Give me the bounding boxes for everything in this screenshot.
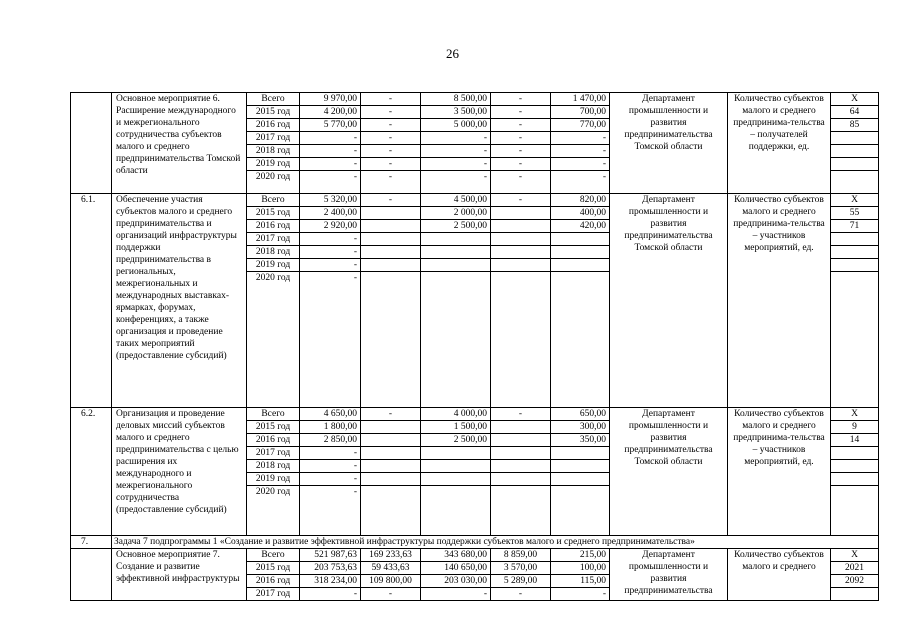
amount-regional-cell: 1 500,00 [421, 421, 491, 434]
period-cell: 2017 год [247, 447, 300, 460]
period-cell: 2018 год [247, 145, 300, 158]
amount-local-cell [491, 421, 551, 434]
amount-federal-cell: - [361, 93, 421, 106]
amount-local-cell [491, 486, 551, 536]
amount-other-cell: 820,00 [551, 194, 610, 207]
indicator-value-cell: X [831, 408, 879, 421]
amount-federal-cell: - [361, 588, 421, 601]
amount-other-cell: 700,00 [551, 106, 610, 119]
amount-other-cell [551, 473, 610, 486]
amount-local-cell [491, 246, 551, 259]
period-cell: 2019 год [247, 473, 300, 486]
amount-other-cell [551, 486, 610, 536]
amount-other-cell: - [551, 145, 610, 158]
period-cell: Всего [247, 549, 300, 562]
period-cell: 2016 год [247, 575, 300, 588]
amount-local-cell: - [491, 171, 551, 194]
amount-regional-cell [421, 246, 491, 259]
amount-other-cell: - [551, 132, 610, 145]
amount-local-cell [491, 220, 551, 233]
period-cell: 2018 год [247, 246, 300, 259]
period-cell: 2016 год [247, 119, 300, 132]
amount-federal-cell [361, 259, 421, 272]
amount-total-cell: 5 770,00 [300, 119, 361, 132]
row-number: 6.1. [71, 194, 112, 408]
indicator-value-cell [831, 233, 879, 246]
amount-federal-cell: - [361, 106, 421, 119]
amount-local-cell: 8 859,00 [491, 549, 551, 562]
amount-other-cell: 100,00 [551, 562, 610, 575]
amount-regional-cell: - [421, 132, 491, 145]
program-table [70, 92, 879, 601]
indicator-value-cell: 2092 [831, 575, 879, 588]
period-cell: 2016 год [247, 220, 300, 233]
amount-total-cell: - [300, 460, 361, 473]
amount-federal-cell [361, 272, 421, 408]
amount-total-cell: - [300, 447, 361, 460]
amount-federal-cell: - [361, 194, 421, 207]
table-row [71, 194, 879, 207]
amount-other-cell [551, 447, 610, 460]
amount-other-cell: 1 470,00 [551, 93, 610, 106]
indicator-value-cell [831, 158, 879, 171]
period-cell: 2015 год [247, 562, 300, 575]
amount-federal-cell [361, 207, 421, 220]
amount-local-cell: - [491, 408, 551, 421]
amount-total-cell: 203 753,63 [300, 562, 361, 575]
amount-regional-cell: 203 030,00 [421, 575, 491, 588]
amount-regional-cell [421, 272, 491, 408]
amount-regional-cell: 5 000,00 [421, 119, 491, 132]
amount-local-cell [491, 207, 551, 220]
period-cell: Всего [247, 194, 300, 207]
amount-total-cell: 4 200,00 [300, 106, 361, 119]
executor-cell: Департамент промышленности и развития предпринимательства Томской области [610, 408, 728, 536]
task-row [71, 536, 879, 549]
amount-federal-cell [361, 460, 421, 473]
amount-federal-cell: 109 800,00 [361, 575, 421, 588]
amount-total-cell: 2 920,00 [300, 220, 361, 233]
amount-other-cell [551, 259, 610, 272]
amount-federal-cell [361, 473, 421, 486]
activity-name: Основное мероприятие 6. Расширение международного и межрегионального сотрудничества субъектов малого и среднего предпринимательства Томской области [112, 93, 247, 194]
indicator-value-cell: X [831, 194, 879, 207]
table-row [71, 408, 879, 421]
indicator-value-cell: 2021 [831, 562, 879, 575]
amount-total-cell: 2 850,00 [300, 434, 361, 447]
amount-federal-cell [361, 434, 421, 447]
amount-federal-cell: 59 433,63 [361, 562, 421, 575]
amount-regional-cell: - [421, 145, 491, 158]
amount-regional-cell: 4 500,00 [421, 194, 491, 207]
amount-regional-cell: 2 500,00 [421, 220, 491, 233]
amount-local-cell [491, 447, 551, 460]
period-cell: 2019 год [247, 259, 300, 272]
amount-total-cell: 9 970,00 [300, 93, 361, 106]
amount-federal-cell [361, 486, 421, 536]
indicator-value-cell: 9 [831, 421, 879, 434]
indicator-value-cell [831, 132, 879, 145]
amount-total-cell: - [300, 259, 361, 272]
amount-total-cell: - [300, 272, 361, 408]
amount-other-cell: 770,00 [551, 119, 610, 132]
indicator-value-cell: 71 [831, 220, 879, 233]
amount-regional-cell: 3 500,00 [421, 106, 491, 119]
amount-federal-cell: - [361, 171, 421, 194]
indicator-value-cell [831, 486, 879, 536]
amount-regional-cell: 8 500,00 [421, 93, 491, 106]
amount-regional-cell [421, 460, 491, 473]
amount-federal-cell [361, 447, 421, 460]
amount-total-cell: 318 234,00 [300, 575, 361, 588]
amount-local-cell [491, 233, 551, 246]
amount-local-cell [491, 473, 551, 486]
indicator-value-cell [831, 259, 879, 272]
amount-total-cell: 4 650,00 [300, 408, 361, 421]
indicator-value-cell [831, 447, 879, 460]
task-number: 7. [71, 536, 112, 549]
indicator-value-cell: X [831, 93, 879, 106]
activity-name: Организация и проведение деловых миссий субъектов малого и среднего предпринимательства с целью расширения их международного и межрегионального сотрудничества (предоставление субсидий) [112, 408, 247, 536]
period-cell: 2017 год [247, 233, 300, 246]
amount-total-cell: - [300, 473, 361, 486]
indicator-value-cell [831, 272, 879, 408]
amount-local-cell: - [491, 158, 551, 171]
activity-name: Обеспечение участия субъектов малого и среднего предпринимательства и организаций инфраструктуры поддержки предпринимательства в региональных, межрегиональных и международных выставках-ярмарках, форумах, конференциях, а также организация и проведение таких мероприятий (предоставление субсидий) [112, 194, 247, 408]
amount-regional-cell: - [421, 588, 491, 601]
period-cell: 2015 год [247, 421, 300, 434]
amount-federal-cell [361, 233, 421, 246]
row-number: 6.2. [71, 408, 112, 536]
amount-total-cell: 5 320,00 [300, 194, 361, 207]
amount-regional-cell [421, 233, 491, 246]
amount-total-cell: - [300, 486, 361, 536]
amount-regional-cell: - [421, 158, 491, 171]
amount-local-cell: - [491, 119, 551, 132]
executor-cell: Департамент промышленности и развития предпринимательства Томской области [610, 194, 728, 408]
amount-regional-cell [421, 259, 491, 272]
amount-other-cell: - [551, 588, 610, 601]
amount-local-cell: - [491, 93, 551, 106]
table-row [71, 549, 879, 562]
period-cell: 2015 год [247, 106, 300, 119]
amount-local-cell [491, 272, 551, 408]
amount-other-cell: - [551, 171, 610, 194]
indicator-value-cell: 64 [831, 106, 879, 119]
period-cell: 2015 год [247, 207, 300, 220]
amount-federal-cell [361, 421, 421, 434]
amount-local-cell [491, 460, 551, 473]
amount-regional-cell [421, 486, 491, 536]
executor-cell: Департамент промышленности и развития предпринимательства Томской области [610, 93, 728, 194]
amount-federal-cell: 169 233,63 [361, 549, 421, 562]
amount-local-cell: - [491, 106, 551, 119]
amount-total-cell: - [300, 233, 361, 246]
row-number [71, 549, 112, 601]
activity-name: Основное мероприятие 7. Создание и развитие эффективной инфраструктуры [112, 549, 247, 601]
amount-local-cell: - [491, 132, 551, 145]
amount-federal-cell: - [361, 132, 421, 145]
amount-regional-cell [421, 447, 491, 460]
amount-federal-cell [361, 246, 421, 259]
period-cell: 2017 год [247, 588, 300, 601]
amount-regional-cell: 2 000,00 [421, 207, 491, 220]
amount-federal-cell: - [361, 145, 421, 158]
period-cell: 2020 год [247, 486, 300, 536]
indicator-value-cell [831, 588, 879, 601]
amount-regional-cell: 343 680,00 [421, 549, 491, 562]
amount-federal-cell [361, 220, 421, 233]
amount-total-cell: 2 400,00 [300, 207, 361, 220]
indicator-value-cell [831, 460, 879, 473]
period-cell: 2017 год [247, 132, 300, 145]
amount-regional-cell: - [421, 171, 491, 194]
amount-local-cell [491, 259, 551, 272]
amount-total-cell: - [300, 171, 361, 194]
amount-total-cell: - [300, 588, 361, 601]
indicator-value-cell [831, 145, 879, 158]
amount-other-cell [551, 272, 610, 408]
period-cell: 2016 год [247, 434, 300, 447]
amount-total-cell: - [300, 158, 361, 171]
amount-other-cell: 400,00 [551, 207, 610, 220]
amount-other-cell: 420,00 [551, 220, 610, 233]
period-cell: Всего [247, 93, 300, 106]
period-cell: 2019 год [247, 158, 300, 171]
amount-total-cell: 1 800,00 [300, 421, 361, 434]
amount-local-cell: 5 289,00 [491, 575, 551, 588]
amount-other-cell [551, 233, 610, 246]
amount-other-cell [551, 460, 610, 473]
indicator-cell: Количество субъектов малого и среднего [728, 549, 831, 601]
amount-other-cell: - [551, 158, 610, 171]
indicator-value-cell [831, 246, 879, 259]
period-cell: Всего [247, 408, 300, 421]
amount-local-cell: - [491, 588, 551, 601]
indicator-value-cell: 55 [831, 207, 879, 220]
indicator-value-cell [831, 473, 879, 486]
amount-total-cell: 521 987,63 [300, 549, 361, 562]
row-number [71, 93, 112, 194]
amount-other-cell: 650,00 [551, 408, 610, 421]
amount-federal-cell: - [361, 119, 421, 132]
amount-local-cell: - [491, 194, 551, 207]
period-cell: 2020 год [247, 272, 300, 408]
period-cell: 2020 год [247, 171, 300, 194]
amount-other-cell: 115,00 [551, 575, 610, 588]
indicator-value-cell: X [831, 549, 879, 562]
table-row [71, 93, 879, 106]
indicator-cell: Количество субъектов малого и среднего предпринима-тельства – участников мероприятий, ед. [728, 408, 831, 536]
amount-regional-cell [421, 473, 491, 486]
amount-total-cell: - [300, 145, 361, 158]
indicator-value-cell [831, 171, 879, 194]
amount-other-cell [551, 246, 610, 259]
amount-other-cell: 215,00 [551, 549, 610, 562]
period-cell: 2018 год [247, 460, 300, 473]
amount-regional-cell: 140 650,00 [421, 562, 491, 575]
amount-federal-cell: - [361, 158, 421, 171]
indicator-value-cell: 85 [831, 119, 879, 132]
page-number: 26 [446, 46, 459, 61]
executor-cell: Департамент промышленности и развития предпринимательства [610, 549, 728, 601]
amount-other-cell: 300,00 [551, 421, 610, 434]
indicator-value-cell: 14 [831, 434, 879, 447]
amount-other-cell: 350,00 [551, 434, 610, 447]
indicator-cell: Количество субъектов малого и среднего предпринима-тельства – получателей поддержки, ед. [728, 93, 831, 194]
indicator-cell: Количество субъектов малого и среднего предпринима-тельства – участников мероприятий, ед. [728, 194, 831, 408]
amount-total-cell: - [300, 132, 361, 145]
task-title: Задача 7 подпрограммы 1 «Создание и развитие эффективной инфраструктуры поддержки субъектов малого и среднего предпринимательства» [112, 536, 879, 549]
amount-local-cell [491, 434, 551, 447]
amount-local-cell: 3 570,00 [491, 562, 551, 575]
amount-federal-cell: - [361, 408, 421, 421]
amount-total-cell: - [300, 246, 361, 259]
amount-regional-cell: 2 500,00 [421, 434, 491, 447]
amount-regional-cell: 4 000,00 [421, 408, 491, 421]
amount-local-cell: - [491, 145, 551, 158]
